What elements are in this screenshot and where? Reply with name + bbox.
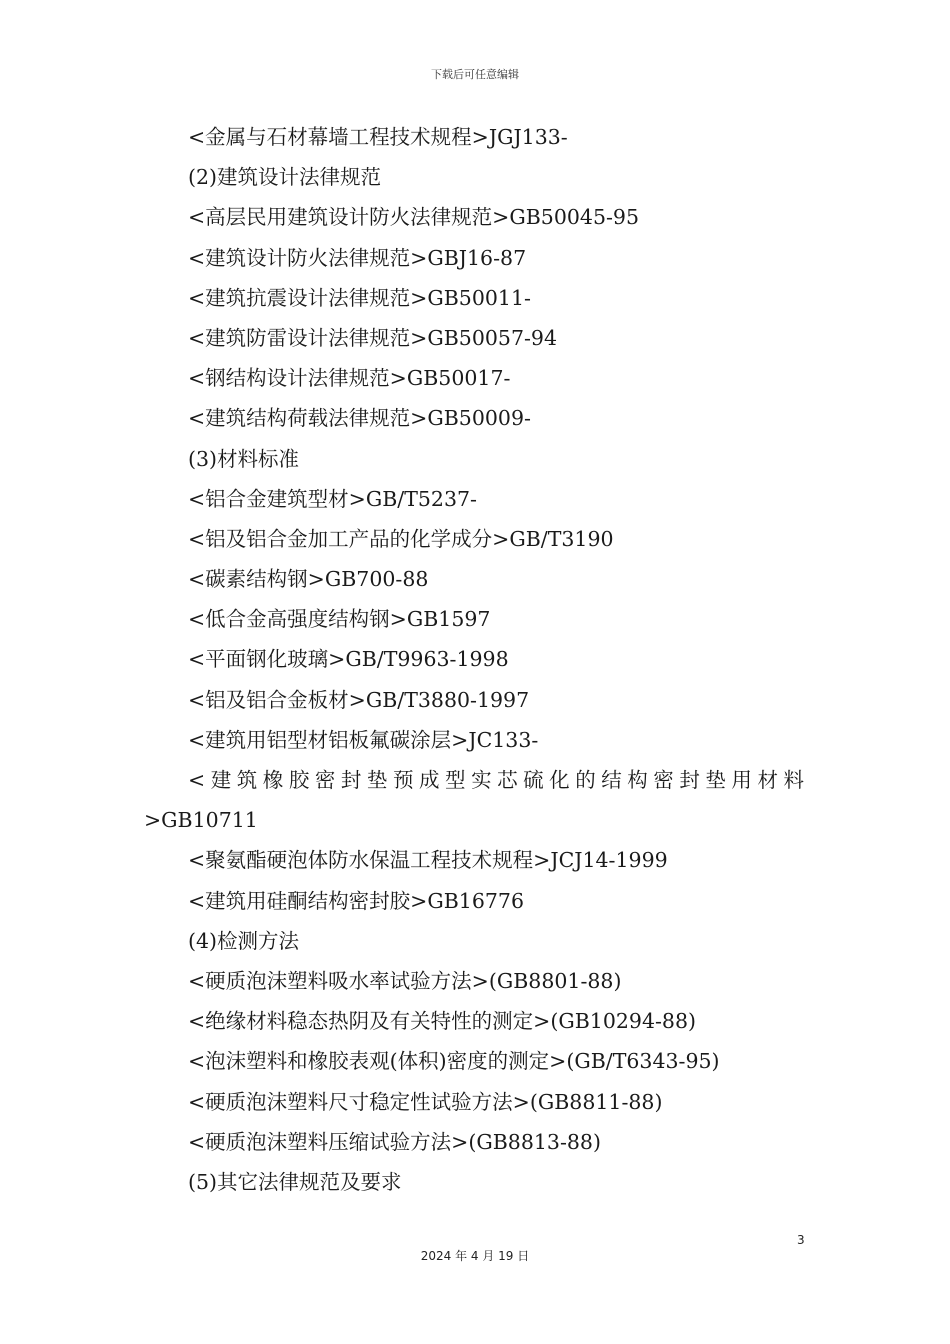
page-number: 3 [797, 1233, 805, 1247]
standard-item: <建筑防雷设计法律规范>GB50057-94 [188, 325, 558, 350]
standard-item-continuation: >GB10711 [144, 808, 258, 833]
document-body [144, 122, 812, 1207]
standard-item: <高层民用建筑设计防火法律规范>GB50045-95 [188, 205, 640, 230]
standard-item: <聚氨酯硬泡体防水保温工程技术规程>JCJ14-1999 [188, 848, 668, 873]
standard-item: <平面钢化玻璃>GB/T9963-1998 [188, 647, 509, 672]
standard-item: <建筑抗震设计法律规范>GB50011- [188, 285, 531, 310]
standard-item: <绝缘材料稳态热阴及有关特性的测定>(GB10294-88) [188, 1009, 697, 1034]
standard-item: <低合金高强度结构钢>GB1597 [188, 607, 491, 632]
standard-item: <建筑用硅酮结构密封胶>GB16776 [188, 888, 525, 913]
section-heading: (2)建筑设计法律规范 [188, 165, 382, 190]
standard-item: <硬质泡沫塑料尺寸稳定性试验方法>(GB8811-88) [188, 1089, 663, 1114]
standard-item: <建筑结构荷载法律规范>GB50009- [188, 406, 531, 431]
section-heading: (5)其它法律规范及要求 [188, 1169, 402, 1194]
page-header: 下载后可任意编辑 [431, 68, 519, 81]
standard-item: <泡沫塑料和橡胶表观(体积)密度的测定>(GB/T6343-95) [188, 1049, 720, 1074]
standard-item: <金属与石材幕墙工程技术规程>JGJ133- [188, 125, 568, 149]
standard-item: <碳素结构钢>GB700-88 [188, 567, 429, 592]
section-heading: (3)材料标准 [188, 446, 300, 471]
standard-item: <钢结构设计法律规范>GB50017- [188, 366, 511, 391]
standard-item: <铝及铝合金板材>GB/T3880-1997 [188, 687, 530, 712]
standard-item: <硬质泡沫塑料吸水率试验方法>(GB8801-88) [188, 968, 622, 993]
page-footer-date: 2024 年 4 月 19 日 [420, 1249, 530, 1263]
standard-item: <建筑设计防火法律规范>GBJ16-87 [188, 245, 527, 270]
standard-item-wrapped: <建筑橡胶密封垫预成型实芯硫化的结构密封垫用材料 [188, 768, 804, 792]
standard-item: <铝合金建筑型材>GB/T5237- [188, 486, 477, 511]
standard-item: <硬质泡沫塑料压缩试验方法>(GB8813-88) [188, 1129, 601, 1154]
section-heading: (4)检测方法 [188, 928, 300, 953]
standard-item: <铝及铝合金加工产品的化学成分>GB/T3190 [188, 526, 614, 551]
standard-item: <建筑用铝型材铝板氟碳涂层>JC133- [188, 727, 539, 752]
